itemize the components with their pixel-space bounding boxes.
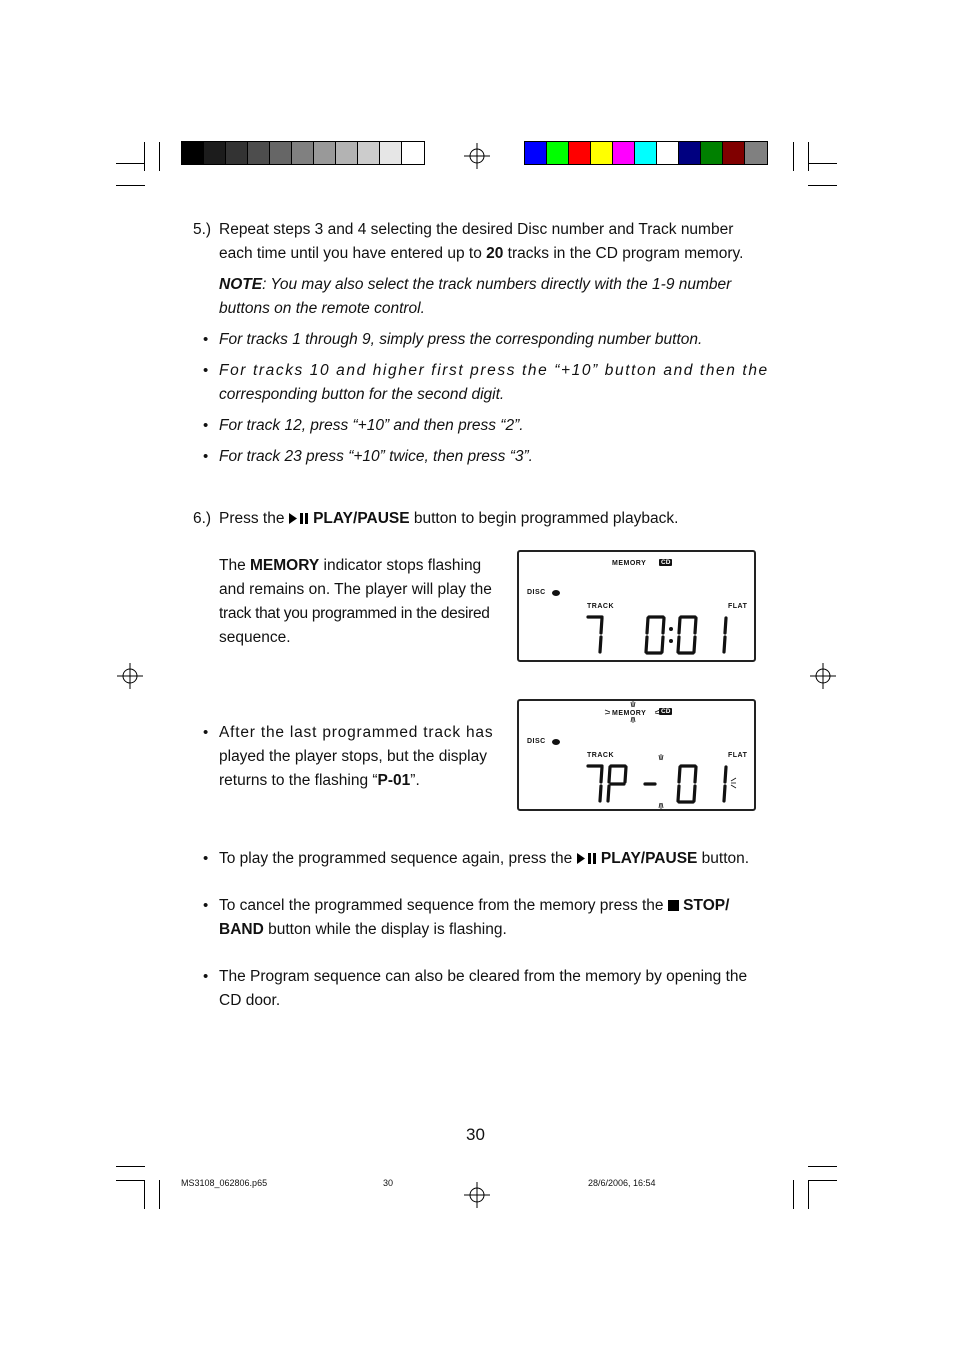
crop-mark	[808, 1180, 837, 1181]
disc-label: DISC	[527, 589, 546, 596]
crop-mark	[808, 1166, 837, 1167]
crop-mark	[144, 1180, 145, 1209]
lcd-display	[517, 550, 756, 662]
bullet-text: For tracks 10 and higher first press the “+10” button and then the	[219, 362, 769, 379]
registration-mark-icon	[462, 1180, 492, 1210]
replay-instruction: To play the programmed sequence again, press the PLAY/PAUSE button.	[219, 850, 750, 867]
bullet-dot: •	[203, 417, 209, 434]
crop-mark	[144, 142, 145, 171]
step5-line2: each time until you have entered up to 20 tracks in the CD program memory.	[219, 245, 744, 262]
play-pause-icon	[289, 513, 309, 524]
color-swatch	[525, 142, 547, 164]
bullet-dot: •	[203, 897, 209, 914]
lcd-display-flashing	[517, 699, 756, 811]
flat-label: FLAT	[728, 752, 748, 759]
crop-mark	[808, 1180, 809, 1209]
registration-mark-icon	[115, 661, 145, 691]
flat-label: FLAT	[728, 603, 748, 610]
color-swatch	[547, 142, 569, 164]
color-swatch	[314, 142, 336, 164]
disc-icon	[552, 590, 560, 596]
track-label: TRACK	[587, 752, 614, 759]
crop-mark	[808, 142, 809, 171]
track-label: TRACK	[587, 603, 614, 610]
crop-mark	[159, 142, 160, 171]
step-number: 6.)	[193, 510, 212, 527]
memory-para-line1: The MEMORY indicator stops flashing	[219, 557, 482, 574]
color-swatch	[336, 142, 358, 164]
after-para-line2: played the player stops, but the display	[219, 748, 487, 765]
bullet-dot: •	[203, 724, 209, 741]
color-swatch	[745, 142, 767, 164]
after-para-line1: After the last programmed track has	[219, 724, 494, 741]
registration-mark-icon	[462, 141, 492, 171]
registration-mark-icon	[808, 661, 838, 691]
crop-mark	[116, 1180, 145, 1181]
crop-mark	[808, 163, 837, 164]
page-number: 30	[466, 1125, 485, 1144]
footer-date: 28/6/2006, 16:54	[588, 1178, 656, 1188]
bullet-text: corresponding button for the second digit.	[219, 386, 505, 403]
color-swatch	[380, 142, 402, 164]
note-line1: NOTE: You may also select the track numbers directly with the 1-9 number	[219, 276, 732, 293]
bullet-text: For track 23 press “+10” twice, then press “3”.	[219, 448, 533, 465]
clear-instruction-line1: The Program sequence can also be cleared from the memory by opening the	[219, 968, 748, 985]
after-para-line3: returns to the flashing “P-01”.	[219, 772, 420, 789]
color-swatch	[613, 142, 635, 164]
clear-instruction-line2: CD door.	[219, 992, 281, 1009]
bullet-dot: •	[203, 850, 209, 867]
memory-para-line4: sequence.	[219, 629, 291, 646]
seven-segment-readout	[585, 614, 735, 656]
footer-filename: MS3108_062806.p65	[181, 1178, 268, 1188]
color-swatch	[569, 142, 591, 164]
crop-mark	[116, 163, 145, 164]
color-swatch	[226, 142, 248, 164]
color-swatch	[402, 142, 424, 164]
cancel-instruction-line2: BAND button while the display is flashing.	[219, 921, 507, 938]
disc-icon	[552, 739, 560, 745]
crop-mark	[793, 1180, 794, 1209]
color-swatch-bar	[524, 141, 768, 165]
color-swatch	[204, 142, 226, 164]
memory-para-line3: track that you programmed in the desired	[219, 605, 490, 622]
stop-icon	[668, 900, 679, 911]
color-swatch	[635, 142, 657, 164]
cd-indicator: CD	[661, 559, 671, 566]
color-swatch	[591, 142, 613, 164]
step6-line: Press the PLAY/PAUSE button to begin programmed playback.	[219, 510, 679, 527]
bullet-text: For track 12, press “+10” and then press “2”.	[219, 417, 524, 434]
play-pause-icon	[577, 853, 597, 864]
color-swatch	[182, 142, 204, 164]
bullet-text: For tracks 1 through 9, simply press the corresponding number button.	[219, 331, 703, 348]
cancel-instruction-line1: To cancel the programmed sequence from the memory press the STOP/	[219, 897, 730, 914]
step-number: 5.)	[193, 221, 212, 238]
color-swatch	[723, 142, 745, 164]
crop-mark	[159, 1180, 160, 1209]
seven-segment-readout	[585, 753, 740, 809]
crop-mark	[808, 185, 837, 186]
bullet-dot: •	[203, 331, 209, 348]
note-line2: buttons on the remote control.	[219, 300, 425, 317]
bullet-dot: •	[203, 448, 209, 465]
color-swatch	[701, 142, 723, 164]
color-swatch	[358, 142, 380, 164]
footer-page: 30	[383, 1178, 394, 1188]
disc-label: DISC	[527, 738, 546, 745]
color-swatch	[657, 142, 679, 164]
crop-mark	[116, 185, 145, 186]
bullet-dot: •	[203, 362, 209, 379]
cd-indicator: CD	[661, 708, 671, 715]
gray-swatch-bar	[181, 141, 425, 165]
color-swatch	[292, 142, 314, 164]
color-swatch	[248, 142, 270, 164]
crop-mark	[793, 142, 794, 171]
memory-para-line2: and remains on. The player will play the	[219, 581, 492, 598]
crop-mark	[116, 1166, 145, 1167]
memory-indicator: MEMORY	[612, 560, 647, 567]
color-swatch	[679, 142, 701, 164]
bullet-dot: •	[203, 968, 209, 985]
step5-line1: Repeat steps 3 and 4 selecting the desired Disc number and Track number	[219, 221, 734, 238]
color-swatch	[270, 142, 292, 164]
memory-indicator: MEMORY	[612, 710, 647, 717]
